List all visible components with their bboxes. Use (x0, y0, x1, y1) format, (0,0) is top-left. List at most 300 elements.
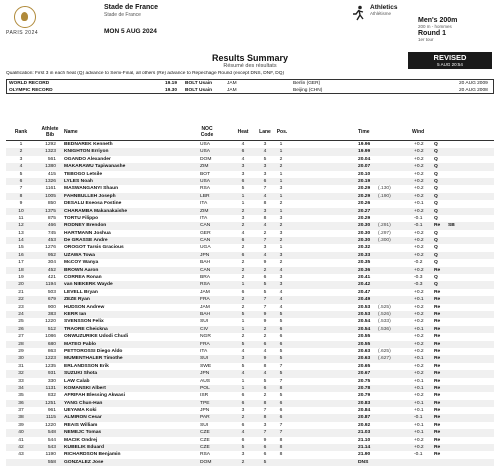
cell-bib: 1194 (45, 282, 56, 288)
cell-qualification: Re (434, 378, 441, 384)
col-lane: Lane (259, 129, 271, 135)
cell-wind: +0.2 (414, 149, 424, 155)
cell-heat: 1 (241, 319, 245, 325)
record-place: Beijing (CHN) (293, 88, 323, 93)
cell-tiebreak: (.533) (378, 319, 391, 325)
cell-athlete-name: ERLANDSSON Erik (64, 363, 109, 369)
cell-heat: 3 (241, 408, 245, 414)
cell-noc: AUS (200, 378, 211, 384)
cell-athlete-name: RICHARDSON Benjamin (64, 452, 121, 458)
cell-lane: 6 (263, 178, 267, 184)
cell-position: 1 (279, 208, 283, 214)
cell-wind: -0.2 (414, 260, 423, 266)
cell-qualification: Re (434, 422, 441, 428)
cell-bib: 544 (47, 437, 56, 443)
cell-bib: 1190 (45, 452, 56, 458)
cell-rank: 1 (19, 142, 23, 147)
cell-time: 19.96 (358, 142, 371, 147)
cell-wind: +0.2 (414, 252, 424, 258)
cell-time: 20.41 (358, 275, 371, 281)
table-row (6, 208, 494, 215)
table-row (6, 333, 494, 340)
cell-wind: -0.1 (414, 215, 423, 221)
cell-noc: DOM (200, 156, 212, 162)
report-header (0, 0, 500, 44)
cell-qualification: Q (434, 215, 438, 221)
record-noc: JAM (227, 81, 237, 86)
cell-qualification: Re (434, 356, 441, 362)
cell-lane: 8 (263, 415, 267, 421)
cell-position: 6 (279, 334, 283, 340)
table-row (6, 200, 494, 207)
cell-position: 7 (279, 378, 283, 384)
cell-athlete-name: FAHNBULLEH Joseph (64, 193, 116, 199)
cell-position: 5 (279, 393, 283, 399)
cell-noc: ZIM (200, 164, 209, 170)
cell-wind: +0.2 (414, 178, 424, 184)
cell-qualification: Re (434, 223, 441, 229)
cell-noc: JPN (200, 408, 210, 414)
event-name: Men's 200m (418, 17, 458, 24)
round-name: Round 1 (418, 30, 446, 37)
cell-position: 6 (279, 326, 283, 332)
cell-bib: 558 (47, 459, 56, 465)
cell-qualification: Re (434, 415, 441, 421)
cell-noc: JPN (200, 371, 210, 377)
cell-heat: 2 (241, 304, 245, 310)
cell-qualification: Q (434, 201, 438, 207)
cell-noc: SUI (200, 422, 209, 428)
cell-wind: +0.2 (414, 171, 424, 177)
cell-athlete-name: van NIEKERK Wayde (64, 282, 113, 288)
cell-qualification: Re (434, 393, 441, 399)
cell-heat: 5 (241, 186, 245, 192)
cell-position: 6 (279, 400, 283, 406)
table-row (6, 355, 494, 362)
cell-wind: +0.1 (414, 378, 424, 384)
cell-qualification: Re (434, 304, 441, 310)
cell-qualification: Re (434, 297, 441, 303)
table-row (6, 400, 494, 407)
cell-time: 21.90 (358, 452, 371, 458)
cell-heat: 4 (241, 142, 245, 147)
cell-bib: 452 (47, 267, 56, 273)
cell-heat: 2 (241, 208, 245, 214)
cell-time: 20.55 (358, 334, 371, 340)
cell-time: 20.27 (358, 208, 371, 214)
cell-time: 20.63 (358, 348, 371, 354)
table-row (6, 407, 494, 414)
cell-rank: 4 (19, 164, 23, 170)
cell-qualification: Re (434, 311, 441, 317)
cell-heat: 2 (241, 275, 245, 281)
cell-wind: +0.1 (414, 356, 424, 362)
cell-position: 3 (279, 275, 283, 281)
cell-bib: 1115 (45, 415, 56, 421)
page-title: Results Summary (211, 53, 289, 63)
table-row (6, 429, 494, 436)
cell-lane: 5 (263, 282, 267, 288)
cell-qualification: Re (434, 319, 441, 325)
cell-heat: 1 (241, 378, 245, 384)
table-row (6, 444, 494, 451)
cell-lane: 9 (263, 311, 267, 317)
cell-bib: 1005 (45, 193, 56, 199)
cell-lane: 9 (263, 319, 267, 325)
cell-noc: ITA (200, 348, 208, 354)
record-time: 19.19 (165, 81, 178, 86)
cell-rank: 39 (18, 422, 24, 428)
cell-qualification: Re (434, 452, 441, 458)
cell-time: 20.47 (358, 289, 371, 295)
cell-time: 20.78 (358, 385, 371, 391)
cell-position: 5 (279, 311, 283, 317)
cell-rank: 15 (18, 245, 24, 251)
cell-heat: 3 (241, 164, 245, 170)
cell-tiebreak: (.525) (378, 304, 391, 310)
cell-athlete-name: KUBELIK Eduard (64, 445, 104, 451)
col-name: Name (64, 129, 78, 135)
table-row (6, 215, 494, 222)
cell-qualification: Q (434, 142, 438, 147)
cell-athlete-name: BROWN Aaron (64, 267, 99, 273)
cell-time: 20.10 (358, 171, 371, 177)
cell-position: 2 (279, 156, 283, 162)
cell-bib: 512 (47, 326, 56, 332)
cell-noc: ISR (200, 393, 209, 399)
cell-noc: TPE (200, 400, 210, 406)
record-noc: JAM (227, 88, 237, 93)
cell-position: 3 (279, 230, 283, 236)
sport-name-fr: Athlétisme (370, 11, 392, 16)
cell-bib: 1223 (45, 356, 56, 362)
cell-lane: 7 (263, 430, 267, 436)
cell-wind: +0.1 (414, 408, 424, 414)
cell-rank: 12 (18, 223, 24, 229)
cell-position: 2 (279, 260, 283, 266)
cell-rank: 24 (18, 311, 24, 317)
cell-rank: 2 (19, 149, 23, 155)
cell-noc: SUI (200, 356, 209, 362)
cell-heat: 2 (241, 223, 245, 229)
cell-position: 7 (279, 363, 283, 369)
cell-bib: 466 (47, 223, 56, 229)
cell-bib: 453 (47, 238, 56, 244)
cell-qualification: Re (434, 334, 441, 340)
cell-rank: 13 (18, 230, 24, 236)
results-table-body (6, 141, 494, 466)
table-row (6, 422, 494, 429)
cell-rank: 40 (18, 430, 24, 436)
cell-time: 20.33 (358, 252, 371, 258)
cell-lane: 4 (263, 223, 267, 229)
cell-record: SB (448, 223, 455, 229)
cell-athlete-name: MATEO Pablo (64, 341, 96, 347)
event-date: MON 5 AUG 2024 (104, 28, 157, 35)
cell-lane: 2 (263, 267, 267, 273)
cell-noc: SUI (200, 319, 209, 325)
cell-heat: 4 (241, 371, 245, 377)
cell-rank: 18 (18, 267, 24, 273)
cell-heat: 5 (241, 363, 245, 369)
cell-bib: 863 (47, 348, 56, 354)
cell-lane: 2 (263, 334, 267, 340)
cell-rank: 7 (19, 186, 23, 192)
cell-noc: SWE (200, 363, 212, 369)
cell-rank: 35 (18, 393, 24, 399)
cell-position: 8 (279, 437, 283, 443)
olympic-record-row (7, 87, 493, 94)
cell-lane: 4 (263, 348, 267, 354)
cell-lane: 4 (263, 252, 267, 258)
cell-bib: 383 (47, 311, 56, 317)
cell-lane: 6 (263, 385, 267, 391)
table-row (6, 244, 494, 251)
cell-noc: BOT (200, 171, 211, 177)
cell-athlete-name: KOMANSKI Albert (64, 385, 106, 391)
cell-athlete-name: AFRIFAH Blessing Akwasi (64, 393, 125, 399)
cell-rank: 37 (18, 408, 24, 414)
cell-athlete-name: PETTOROSSI Diego Aldo (64, 348, 123, 354)
cell-lane: 7 (263, 186, 267, 192)
cell-athlete-name: De GRASSE Andre (64, 238, 108, 244)
cell-athlete-name: GONZALEZ Jose (64, 459, 104, 465)
table-row (6, 437, 494, 444)
cell-lane: 6 (263, 445, 267, 451)
cell-time: 20.07 (358, 164, 371, 170)
cell-lane: 4 (263, 371, 267, 377)
cell-rank: 5 (19, 171, 23, 177)
table-row (6, 156, 494, 163)
cell-bib: 1323 (45, 149, 56, 155)
cell-qualification: Re (434, 348, 441, 354)
cell-bib: 900 (47, 304, 56, 310)
cell-rank: 27 (18, 334, 24, 340)
cell-position: 5 (279, 371, 283, 377)
cell-lane: 3 (263, 142, 267, 147)
cell-bib: 1235 (45, 363, 56, 369)
cell-wind: +0.1 (414, 430, 424, 436)
cell-wind: +0.2 (414, 393, 424, 399)
cell-qualification: Re (434, 267, 441, 273)
cell-wind: +0.2 (414, 186, 424, 192)
cell-lane: 2 (263, 326, 267, 332)
cell-athlete-name: MACIK Ondrej (64, 437, 98, 443)
cell-lane: 7 (263, 408, 267, 414)
cell-noc: CZE (200, 445, 210, 451)
cell-time: 20.55 (358, 341, 371, 347)
cell-lane: 5 (263, 378, 267, 384)
cell-time: 20.19 (358, 178, 371, 184)
cell-time: 21.03 (358, 430, 371, 436)
cell-rank: 11 (18, 215, 24, 221)
cell-qualification: Re (434, 341, 441, 347)
cell-time: DNS (358, 459, 369, 465)
cell-noc: FRA (200, 341, 210, 347)
cell-qualification: Re (434, 363, 441, 369)
round-name-fr: 1er tour (418, 37, 434, 42)
cell-qualification: Q (434, 230, 438, 236)
cell-position: 1 (279, 245, 283, 251)
cell-position: 2 (279, 164, 283, 170)
col-heat: Heat (237, 129, 249, 135)
event-name-fr: 200 m - hommes (418, 24, 452, 29)
cell-athlete-name: DESALU Eseosa Fostine (64, 201, 122, 207)
cell-qualification: Re (434, 371, 441, 377)
cell-time: 20.36 (358, 267, 371, 273)
cell-qualification: Q (434, 149, 438, 155)
cell-bib: 1220 (45, 422, 56, 428)
cell-position: 4 (279, 267, 283, 273)
cell-time: 20.30 (358, 238, 371, 244)
table-row (6, 348, 494, 355)
cell-bib: 1086 (45, 334, 56, 340)
record-holder: BOLT Usain (185, 88, 213, 93)
cell-lane: 8 (263, 400, 267, 406)
cell-athlete-name: TRAORE Cheickna (64, 326, 108, 332)
cell-bib: 1276 (45, 245, 56, 251)
cell-rank: 21 (18, 289, 24, 295)
table-row (6, 178, 494, 185)
cell-noc: JAM (200, 304, 210, 310)
cell-heat: 1 (241, 193, 245, 199)
cell-heat: 6 (241, 252, 245, 258)
cell-noc: CZE (200, 437, 210, 443)
cell-athlete-name: RODNEY Brendon (64, 223, 107, 229)
cell-noc: PAR (200, 415, 210, 421)
cell-lane: 2 (263, 393, 267, 399)
sport-name: Athletics (370, 4, 398, 11)
cell-lane: 3 (263, 422, 267, 428)
cell-bib: 680 (47, 341, 56, 347)
cell-rank: 14 (18, 238, 24, 244)
cell-bib: 1292 (45, 142, 56, 147)
cell-heat: 5 (241, 311, 245, 317)
table-row (6, 171, 494, 178)
world-record-row (7, 80, 493, 87)
cell-wind: +0.1 (414, 326, 424, 332)
cell-qualification: Re (434, 430, 441, 436)
cell-athlete-name: CHARAMBA Makanakaishe (64, 208, 128, 214)
cell-noc: USA (200, 178, 211, 184)
record-holder: BOLT Usain (185, 81, 213, 86)
cell-heat: 4 (241, 230, 245, 236)
venue-name: Stade de France (104, 4, 159, 11)
cell-lane: 6 (263, 341, 267, 347)
cell-athlete-name: HUDSON Andrew (64, 304, 105, 310)
table-row (6, 414, 494, 421)
cell-heat: 2 (241, 260, 245, 266)
cell-heat: 6 (241, 238, 245, 244)
record-label: WORLD RECORD (9, 81, 50, 86)
cell-tiebreak: (.300) (378, 238, 391, 244)
cell-wind: +0.2 (414, 437, 424, 443)
cell-heat: 2 (241, 297, 245, 303)
cell-position: 2 (279, 201, 283, 207)
cell-qualification: Q (434, 186, 438, 192)
table-row (6, 267, 494, 274)
cell-time: 20.75 (358, 378, 371, 384)
cell-qualification: Q (434, 275, 438, 281)
cell-lane: 7 (263, 238, 267, 244)
cell-qualification: Re (434, 437, 441, 443)
cell-position: 3 (279, 186, 283, 192)
cell-noc: FRA (200, 297, 210, 303)
cell-rank: 29 (18, 348, 24, 354)
cell-position: 3 (279, 282, 283, 288)
cell-qualification: Q (434, 208, 438, 214)
cell-bib: 421 (47, 275, 56, 281)
table-row (6, 252, 494, 259)
cell-time: 20.26 (358, 201, 371, 207)
table-row (6, 318, 494, 325)
cell-lane: 8 (263, 201, 267, 207)
cell-qualification: Q (434, 171, 438, 177)
cell-bib: 1380 (45, 164, 56, 170)
cell-athlete-name: TEBOGO Letsile (64, 171, 103, 177)
cell-heat: 4 (241, 348, 245, 354)
table-row (6, 281, 494, 288)
cell-wind: +0.2 (414, 267, 424, 273)
cell-wind: +0.2 (414, 289, 424, 295)
cell-noc: LBR (200, 193, 210, 199)
table-row (6, 230, 494, 237)
cell-athlete-name: MAKARAWU Tapiwanashe (64, 164, 126, 170)
cell-noc: CIV (200, 326, 209, 332)
cell-bib: 543 (47, 445, 56, 451)
cell-noc: NGR (200, 334, 211, 340)
cell-tiebreak: (.190) (378, 193, 391, 199)
cell-time: 21.14 (358, 445, 371, 451)
cell-position: 4 (279, 289, 283, 295)
table-row (6, 289, 494, 296)
cell-lane: 9 (263, 260, 267, 266)
cell-time: 20.84 (358, 408, 371, 414)
cell-noc: POL (200, 385, 210, 391)
cell-qualification: Re (434, 408, 441, 414)
records-box (6, 79, 494, 94)
cell-noc: BAH (200, 311, 211, 317)
cell-tiebreak: (.625) (378, 348, 391, 354)
cell-athlete-name: SVENSSON Felix (64, 319, 104, 325)
cell-wind: +0.2 (414, 363, 424, 369)
cell-wind: -0.1 (414, 415, 423, 421)
table-row (6, 237, 494, 244)
cell-qualification: Re (434, 445, 441, 451)
cell-bib: 1375 (45, 208, 56, 214)
cell-time: 20.87 (358, 415, 371, 421)
paris-2024-logo-icon (14, 6, 36, 28)
cell-athlete-name: McCOY Wanya (64, 260, 99, 266)
cell-lane: 3 (263, 245, 267, 251)
cell-lane: 7 (263, 297, 267, 303)
cell-heat: 5 (241, 341, 245, 347)
revised-badge (408, 52, 492, 69)
cell-qualification: Q (434, 245, 438, 251)
olympic-label: PARIS 2024 (6, 30, 39, 36)
table-row (6, 392, 494, 399)
cell-rank: 33 (18, 378, 24, 384)
cell-noc: GER (200, 230, 211, 236)
col-wind: Wind (412, 129, 425, 135)
cell-rank: 22 (18, 297, 24, 303)
cell-noc: RSA (200, 186, 211, 192)
cell-lane: 5 (263, 459, 267, 465)
cell-heat: 3 (241, 356, 245, 362)
cell-lane: 5 (263, 289, 267, 295)
cell-athlete-name: YANG Chun-Han (64, 400, 103, 406)
table-row (6, 304, 494, 311)
